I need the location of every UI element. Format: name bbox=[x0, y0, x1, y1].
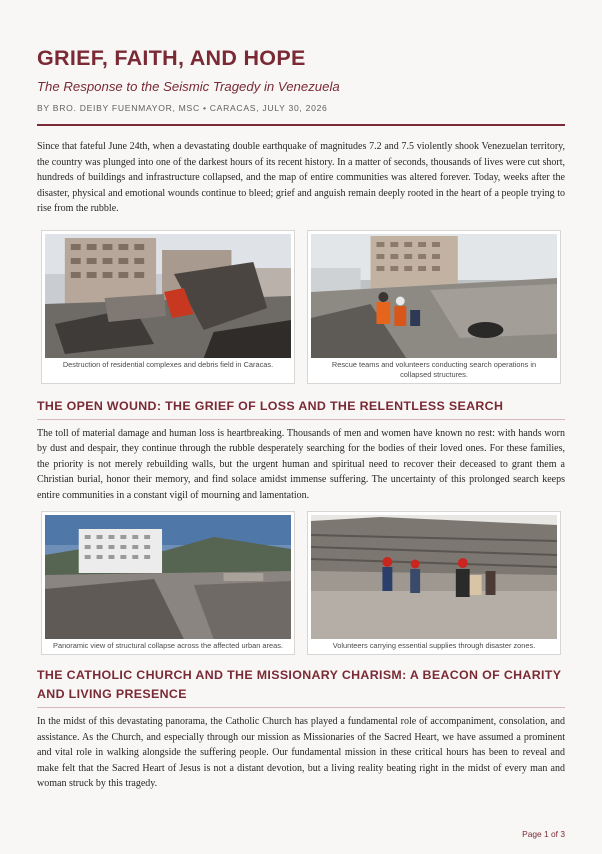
rescue-operation-photo bbox=[311, 234, 557, 358]
figure-caption: Destruction of residential complexes and debris field in Caracas. bbox=[62, 359, 274, 369]
photo-row-1 bbox=[37, 230, 565, 384]
title-divider bbox=[37, 124, 565, 126]
figure-caption: Volunteers carrying essential supplies through disaster zones. bbox=[332, 641, 536, 650]
volunteers-supplies-photo bbox=[311, 515, 557, 639]
page-number: Page 1 of 3 bbox=[522, 829, 565, 839]
photo-row-2 bbox=[37, 511, 565, 655]
figure-caracas-destruction bbox=[41, 230, 295, 384]
collapsed-building-photo bbox=[45, 234, 291, 358]
figure-volunteers-supplies bbox=[307, 511, 561, 655]
intro-paragraph: Since that fateful June 24th, when a devastating double earthquake of magnitudes 7.2 and 7.5 violently shook Venezuelan territory, the country was plunged into one of the darkest hours of its recent history. In a matter of seconds, thousands of lives were cut short, hundreds of buildings and infrastructure collapsed, and the map of entire communities was altered forever. Today, weeks after the disaster, physical and emotional wounds continue to bleed; grief and anguish remain deeply rooted in the heart of a people trying to rise from the rubble. bbox=[37, 141, 565, 214]
figure-caption: Rescue teams and volunteers conducting search operations in collapsed structures. bbox=[331, 359, 537, 379]
article-byline: BY BRO. DEIBY FUENMAYOR, MSC • CARACAS, JULY 30, 2026 bbox=[37, 103, 328, 113]
section-heading-open-wound: THE OPEN WOUND: THE GRIEF OF LOSS AND THE RELENTLESS SEARCH bbox=[37, 398, 504, 413]
section-divider bbox=[37, 707, 565, 708]
section-heading-catholic-church: THE CATHOLIC CHURCH AND THE MISSIONARY CHARISM: A BEACON OF CHARITY AND LIVING PRESENCE bbox=[37, 668, 562, 701]
section-open-wound-paragraph: The toll of material damage and human loss is heartbreaking. Thousands of men and women have known no rest: with hands worn by dust and despair, they continue through the rubble desperately searching for the bodies of their loved ones. For these families, the priority is not merely rebuilding walls, but the urgent human and spiritual need to recover their deceased to grant them a Christian burial, honor their memory, and find solace amidst immense suffering. The uncertainty of this prolonged search keeps entire communities in a constant vigil of mourning and lamentation. bbox=[37, 427, 565, 501]
article-title: GRIEF, FAITH, AND HOPE bbox=[37, 46, 306, 70]
figure-rescue-teams bbox=[307, 230, 561, 384]
section-divider bbox=[37, 419, 565, 420]
figure-panoramic-collapse bbox=[41, 511, 295, 655]
section-catholic-church-paragraph: In the midst of this devastating panorama, the Catholic Church has played a fundamental role of accompaniment, consolation, and assistance. As the Church, and especially through our mission as Missionaries of the Sacred Heart, we have assumed a prominent and vital role in walking alongside the suffering people. Our fundamental mission in these critical hours has been to reveal and make felt that the Sacred Heart of Jesus is not a distant devotion, but a living reality beating right in the midst of every man and woman struck by this tragedy. bbox=[37, 716, 565, 789]
article-subtitle: The Response to the Seismic Tragedy in Venezuela bbox=[37, 79, 340, 94]
panoramic-collapse-photo bbox=[45, 515, 291, 639]
figure-caption: Panoramic view of structural collapse across the affected urban areas. bbox=[53, 641, 283, 650]
